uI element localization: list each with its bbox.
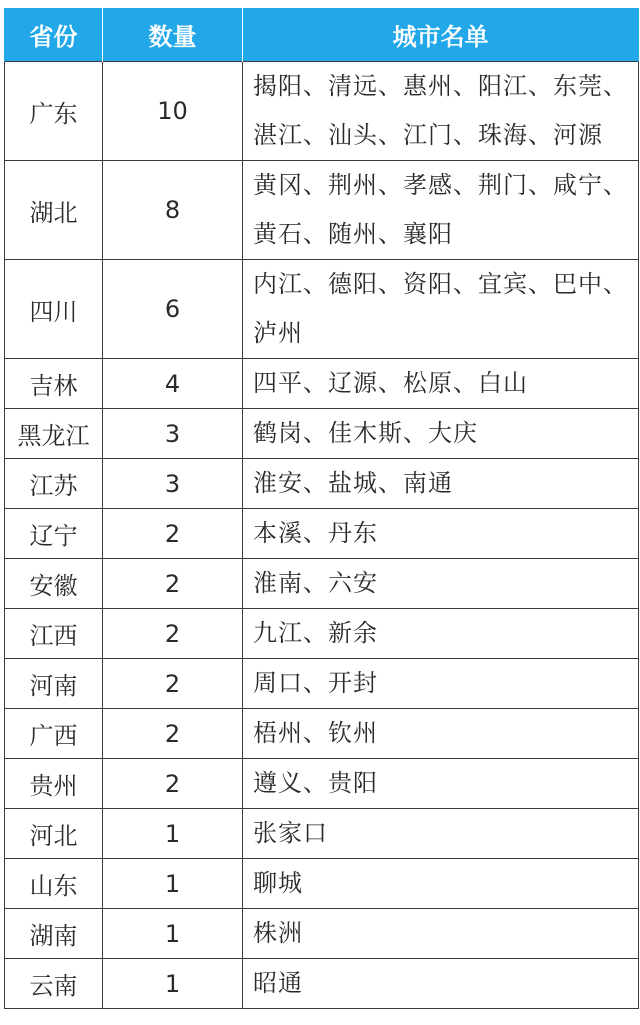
province-cell: 贵州: [5, 759, 103, 809]
province-cell: 广西: [5, 709, 103, 759]
province-cell: 山东: [5, 859, 103, 909]
city-list-table: [4, 8, 639, 1009]
table-row: [5, 709, 639, 759]
count-cell: 1: [103, 909, 243, 959]
count-cell: 2: [103, 759, 243, 809]
cities-cell: 淮南、六安: [243, 559, 639, 609]
cities-cell: 本溪、丹东: [243, 509, 639, 559]
table-header: [5, 8, 639, 62]
count-cell: 10: [103, 62, 243, 161]
cities-cell: 张家口: [243, 809, 639, 859]
count-cell: 3: [103, 459, 243, 509]
count-cell: 2: [103, 709, 243, 759]
count-cell: 1: [103, 959, 243, 1009]
count-cell: 2: [103, 659, 243, 709]
province-cell: 湖北: [5, 161, 103, 260]
table-body: [5, 62, 639, 1009]
table-row: [5, 459, 639, 509]
cities-cell: 四平、辽源、松原、白山: [243, 359, 639, 409]
table-row: [5, 359, 639, 409]
count-cell: 6: [103, 260, 243, 359]
cities-cell: 梧州、钦州: [243, 709, 639, 759]
province-cell: 江西: [5, 609, 103, 659]
province-cell: 河北: [5, 809, 103, 859]
province-cell: 江苏: [5, 459, 103, 509]
table-row: [5, 859, 639, 909]
table-row: [5, 409, 639, 459]
count-cell: 2: [103, 609, 243, 659]
cities-cell: 揭阳、清远、惠州、阳江、东莞、湛江、汕头、江门、珠海、河源: [243, 62, 639, 161]
city-list-table-container: [4, 8, 638, 1009]
table-row: [5, 809, 639, 859]
province-cell: 安徽: [5, 559, 103, 609]
count-cell: 4: [103, 359, 243, 409]
cities-cell: 周口、开封: [243, 659, 639, 709]
table-row: [5, 759, 639, 809]
cities-cell: 株洲: [243, 909, 639, 959]
table-row: [5, 62, 639, 161]
table-row: [5, 659, 639, 709]
count-cell: 1: [103, 859, 243, 909]
header-count: 数量: [103, 8, 243, 62]
cities-cell: 九江、新余: [243, 609, 639, 659]
cities-cell: 昭通: [243, 959, 639, 1009]
cities-cell: 黄冈、荆州、孝感、荆门、咸宁、黄石、随州、襄阳: [243, 161, 639, 260]
header-row: [5, 8, 639, 62]
province-cell: 辽宁: [5, 509, 103, 559]
province-cell: 河南: [5, 659, 103, 709]
province-cell: 黑龙江: [5, 409, 103, 459]
province-cell: 广东: [5, 62, 103, 161]
table-row: [5, 161, 639, 260]
cities-cell: 淮安、盐城、南通: [243, 459, 639, 509]
province-cell: 四川: [5, 260, 103, 359]
table-row: [5, 909, 639, 959]
province-cell: 吉林: [5, 359, 103, 409]
header-cities: 城市名单: [243, 8, 639, 62]
province-cell: 云南: [5, 959, 103, 1009]
count-cell: 1: [103, 809, 243, 859]
table-row: [5, 509, 639, 559]
count-cell: 2: [103, 509, 243, 559]
table-row: [5, 260, 639, 359]
table-row: [5, 559, 639, 609]
province-cell: 湖南: [5, 909, 103, 959]
cities-cell: 鹤岗、佳木斯、大庆: [243, 409, 639, 459]
cities-cell: 聊城: [243, 859, 639, 909]
count-cell: 3: [103, 409, 243, 459]
cities-cell: 内江、德阳、资阳、宜宾、巴中、泸州: [243, 260, 639, 359]
count-cell: 8: [103, 161, 243, 260]
cities-cell: 遵义、贵阳: [243, 759, 639, 809]
table-row: [5, 609, 639, 659]
table-row: [5, 959, 639, 1009]
header-province: 省份: [5, 8, 103, 62]
count-cell: 2: [103, 559, 243, 609]
